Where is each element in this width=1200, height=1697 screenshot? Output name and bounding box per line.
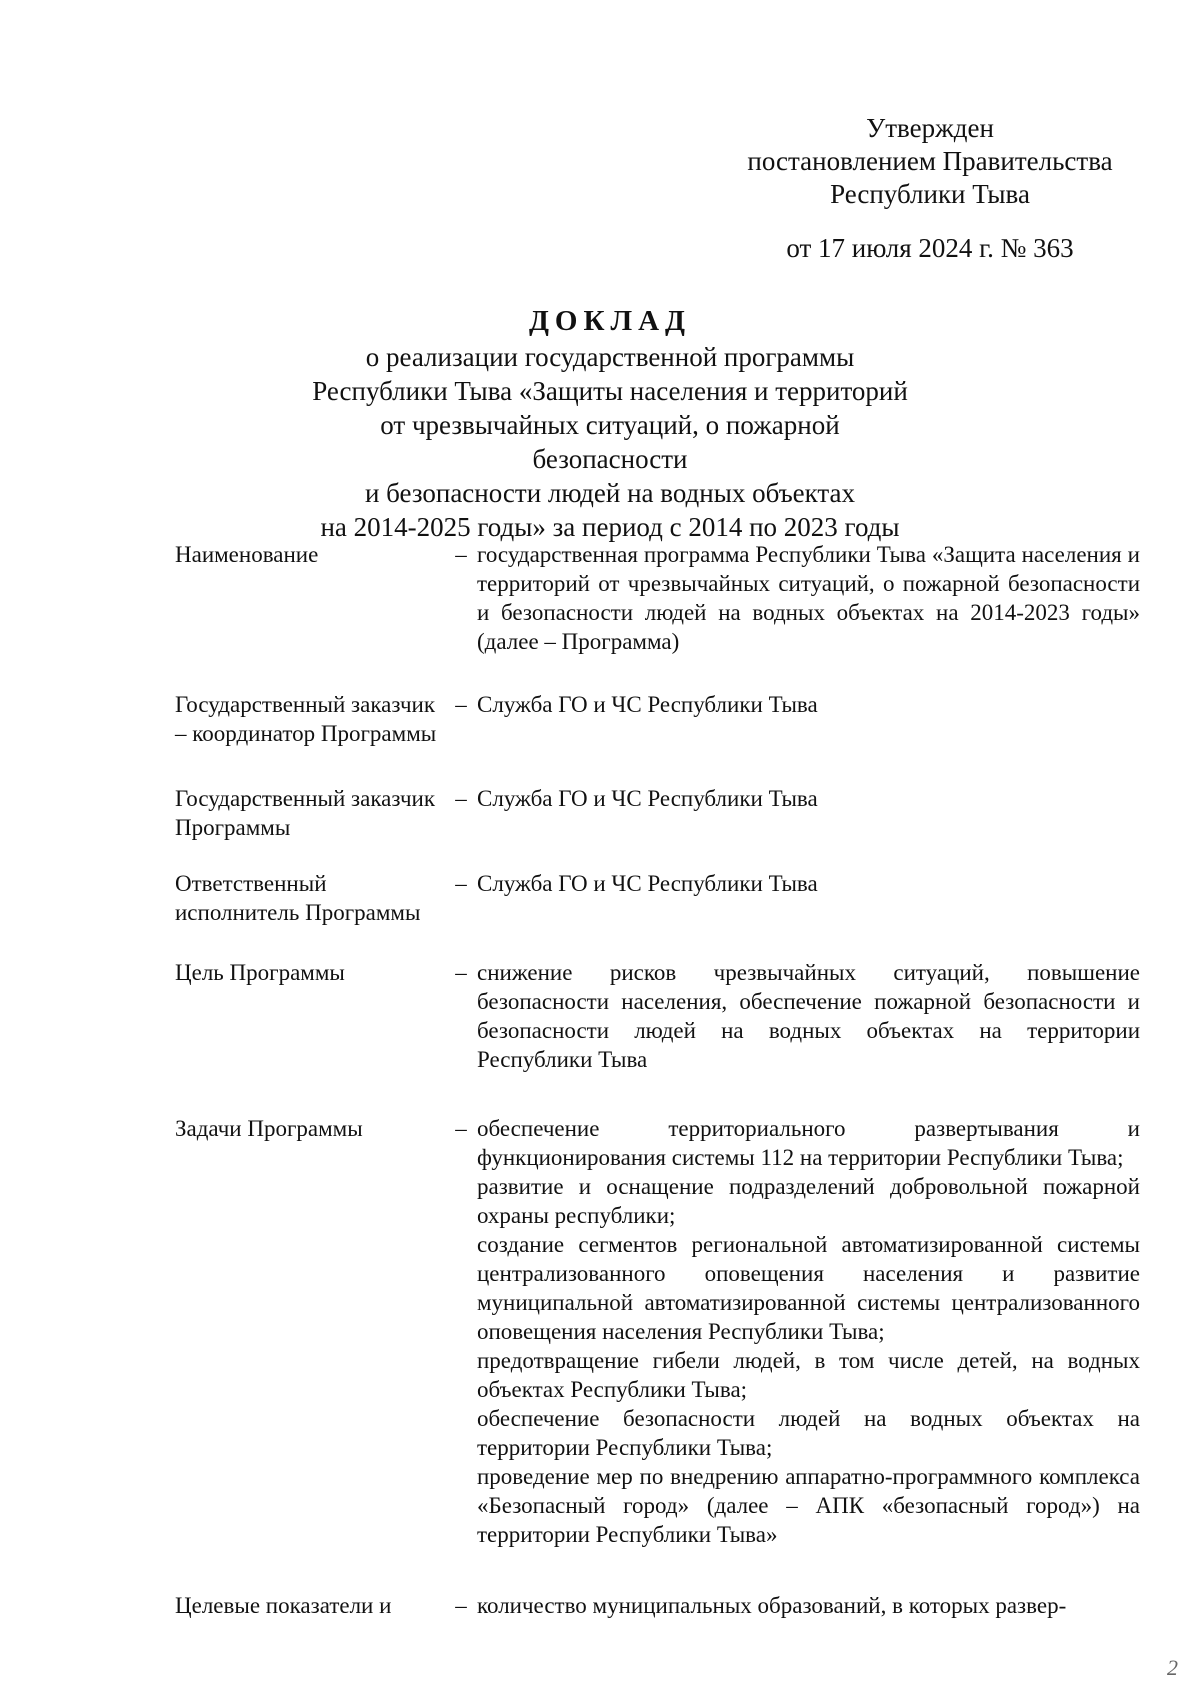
value-item: развитие и оснащение подразделений добровольной пожарной охраны республики; <box>477 1174 1140 1228</box>
value-item: Служба ГО и ЧС Республики Тыва <box>477 786 818 811</box>
passport-row-coordinator <box>175 690 1140 748</box>
row-label: Наименование <box>175 542 319 567</box>
row-value <box>477 540 1140 656</box>
row-dash: – <box>455 960 467 985</box>
program-passport <box>175 540 1140 1620</box>
value-item: проведение мер по внедрению аппаратно-программного комплекса «Безопасный город» (далее – АПК «безопасный город») на территории Республики Тыва» <box>477 1464 1140 1547</box>
approval-line-3: Республики Тыва <box>830 179 1030 209</box>
row-dash: – <box>455 1593 467 1618</box>
row-label: Цель Программы <box>175 960 345 985</box>
row-label: Государственный заказчик Программы <box>175 786 436 840</box>
row-value <box>477 958 1140 1074</box>
value-item: Служба ГО и ЧС Республики Тыва <box>477 871 818 896</box>
passport-row-indicators <box>175 1591 1140 1620</box>
title-line: о реализации государственной программы <box>365 342 855 372</box>
row-value <box>477 690 1140 719</box>
title-line: от чрезвычайных ситуаций, о пожарной безопасности <box>380 410 840 474</box>
passport-row-goal <box>175 958 1140 1074</box>
passport-row-name <box>175 540 1140 656</box>
row-dash: – <box>455 871 467 896</box>
row-label: Целевые показатели и <box>175 1593 392 1618</box>
row-value <box>477 1114 1140 1549</box>
row-value <box>477 1591 1140 1620</box>
value-item: снижение рисков чрезвычайных ситуаций, повышение безопасности населения, обеспечение пожарной безопасности и безопасности людей на водных объектах на территории Республики Тыва <box>477 960 1140 1072</box>
row-dash: – <box>455 692 467 717</box>
value-item: количество муниципальных образований, в которых развер- <box>477 1593 1067 1618</box>
row-dash: – <box>455 1116 467 1141</box>
row-value <box>477 869 1140 898</box>
corner-page-mark: 2 <box>1167 1655 1178 1680</box>
passport-row-tasks <box>175 1114 1140 1549</box>
approval-stamp <box>700 112 1160 211</box>
row-value <box>477 784 1140 813</box>
row-label: Ответственный исполнитель Программы <box>175 871 421 925</box>
row-label: Задачи Программы <box>175 1116 363 1141</box>
value-item: предотвращение гибели людей, в том числе детей, на водных объектах Республики Тыва; <box>477 1348 1140 1402</box>
passport-row-executor <box>175 869 1140 927</box>
row-dash: – <box>455 786 467 811</box>
title-line: Республики Тыва «Защиты населения и территорий <box>312 376 908 406</box>
value-item: государственная программа Республики Тыва «Защита населения и территорий от чрезвычайных ситуаций, о пожарной безопасности и безопасности людей на водных объектах на 2014-2023 годы» (далее – Программа) <box>477 542 1140 654</box>
value-item: создание сегментов региональной автоматизированной системы централизованного оповещения населения и развитие муниципальной автоматизированной системы централизованного оповещения населения Республики Тыва; <box>477 1232 1140 1344</box>
approval-line-1: Утвержден <box>866 113 994 143</box>
document-title <box>300 304 920 544</box>
approval-date: от 17 июля 2024 г. № 363 <box>786 233 1074 263</box>
value-item: обеспечение территориального развертывания и функционирования системы 112 на территории Республики Тыва; <box>477 1116 1140 1170</box>
approval-line-2: постановлением Правительства <box>747 146 1113 176</box>
title-word: ДОКЛАД <box>528 305 692 337</box>
value-item: обеспечение безопасности людей на водных объектах на территории Республики Тыва; <box>477 1406 1140 1460</box>
row-dash: – <box>455 542 467 567</box>
title-line: и безопасности людей на водных объектах <box>364 478 856 508</box>
passport-row-customer <box>175 784 1140 842</box>
title-line: на 2014-2025 годы» за период с 2014 по 2023 годы <box>320 512 900 542</box>
row-label: Государственный заказчик – координатор Программы <box>175 692 437 746</box>
value-item: Служба ГО и ЧС Республики Тыва <box>477 692 818 717</box>
